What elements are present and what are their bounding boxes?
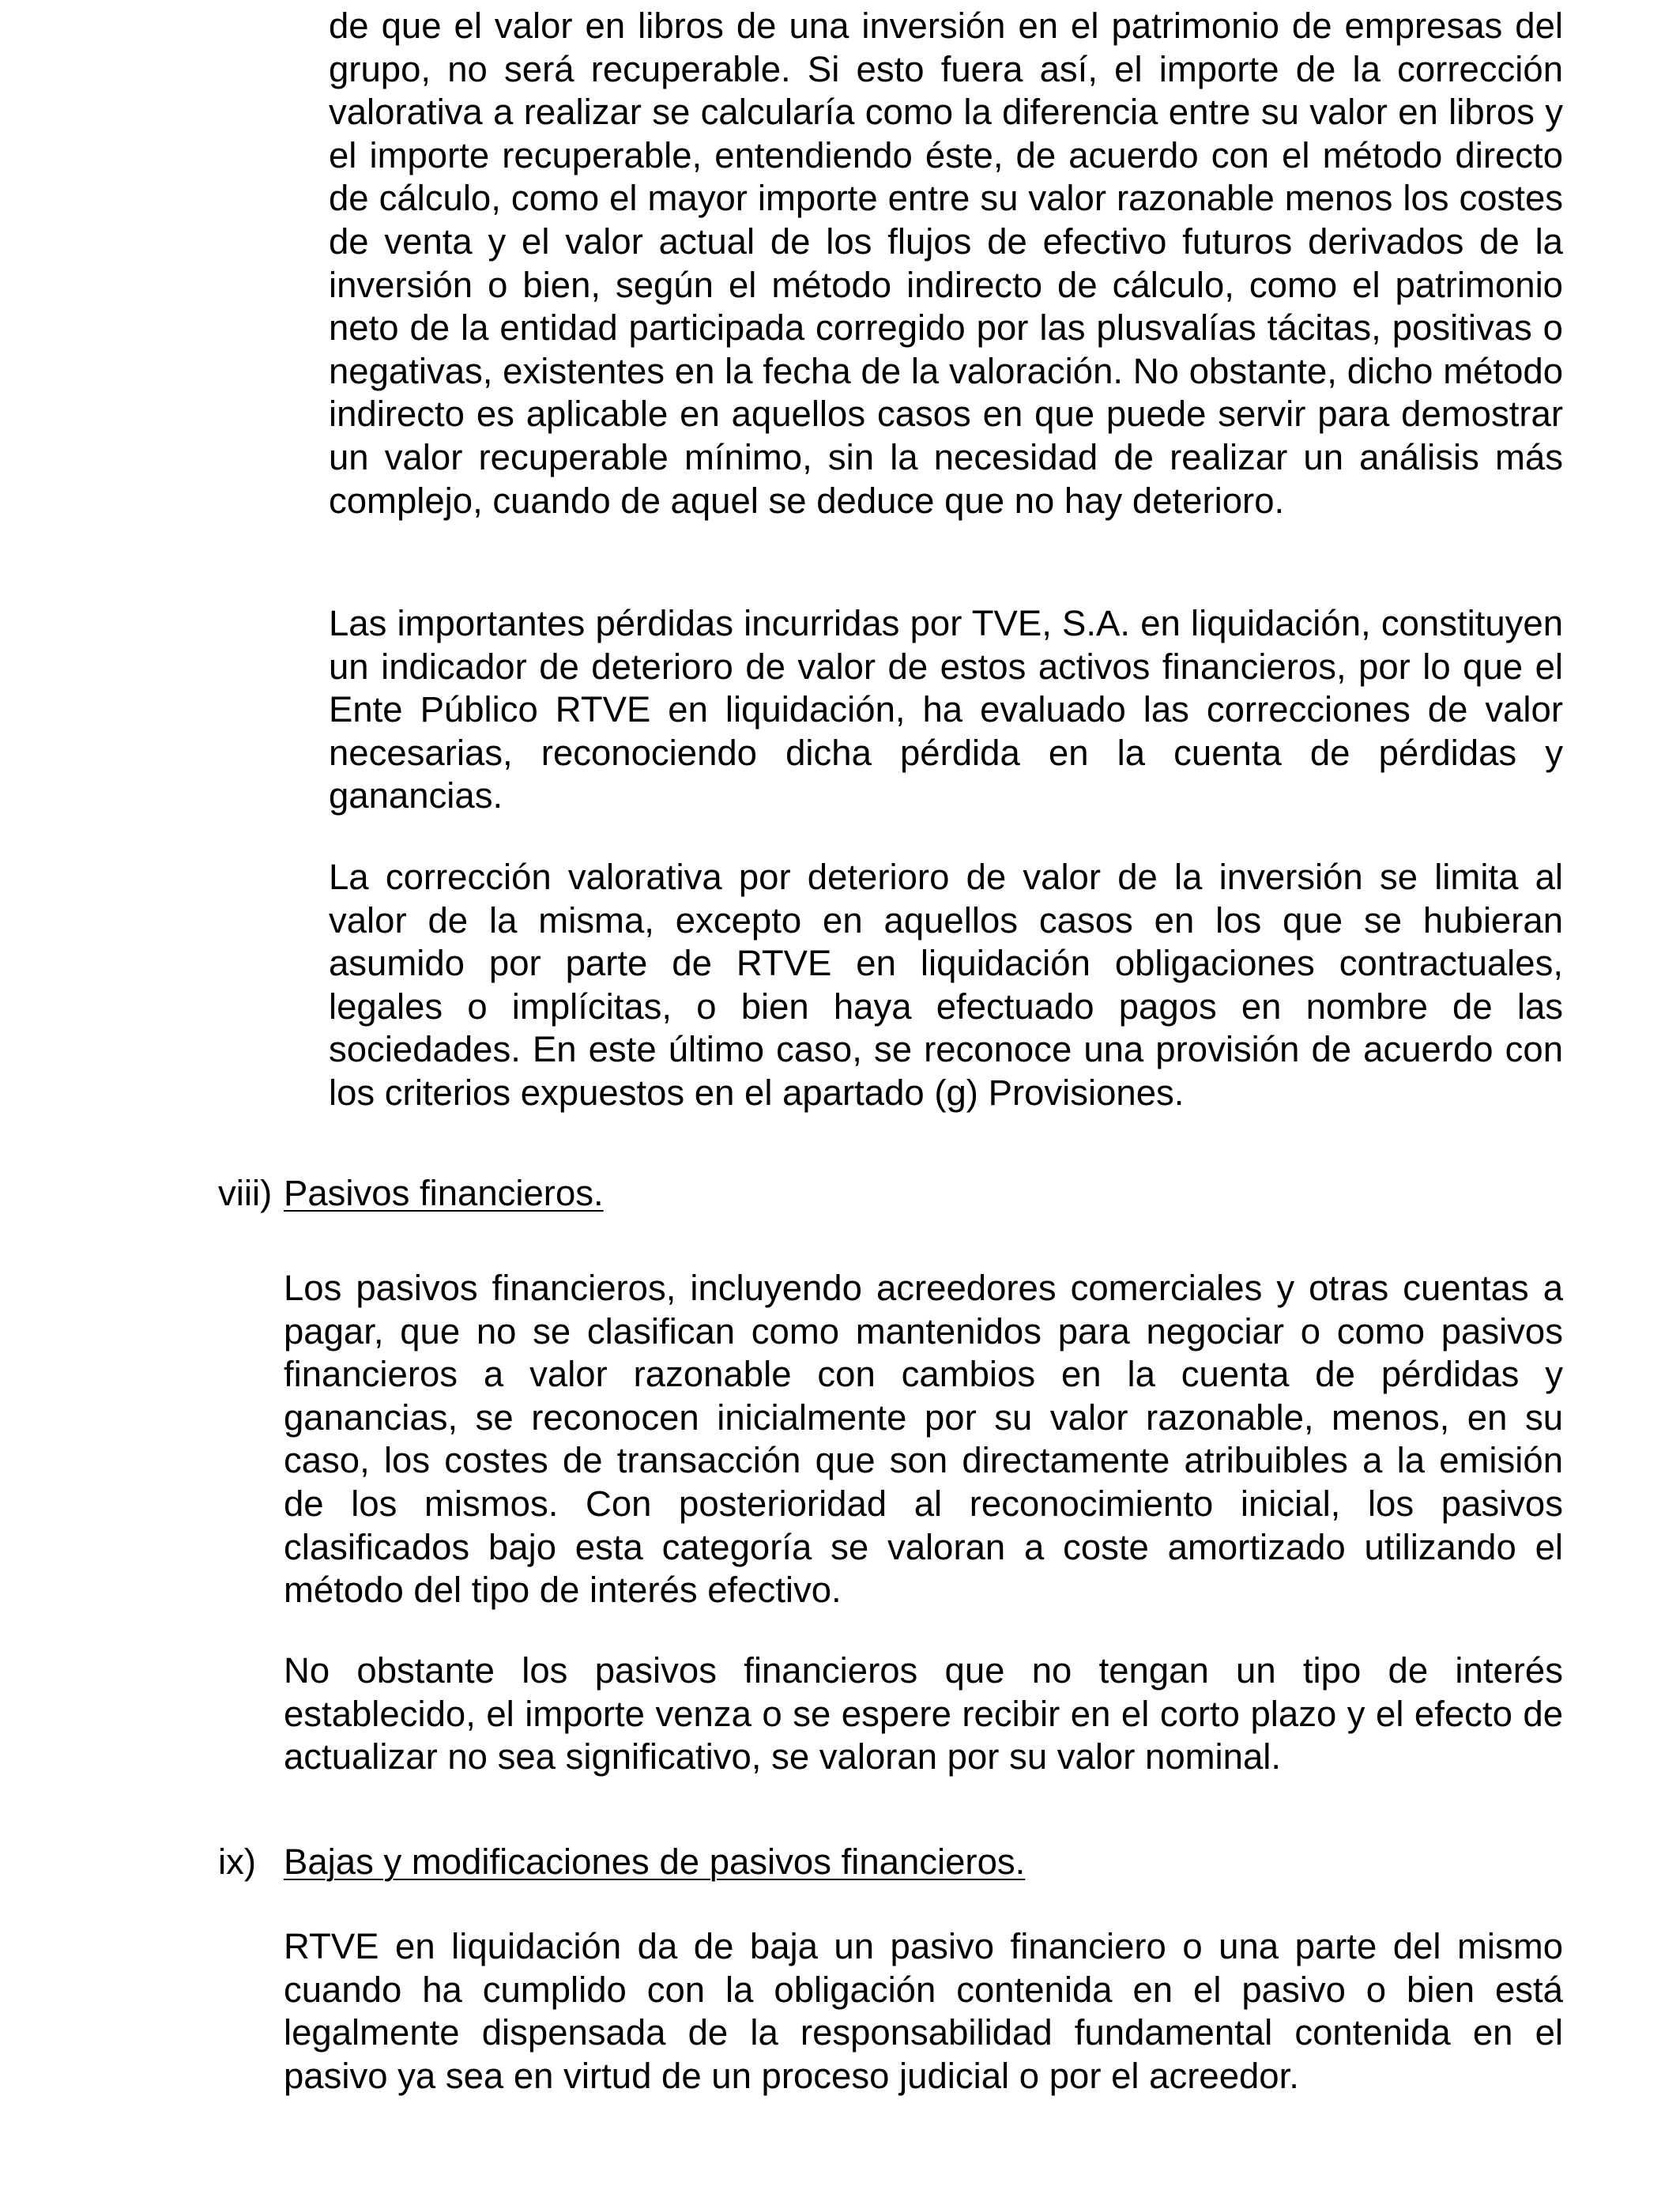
section-heading-viii <box>218 1172 850 1216</box>
section-title-viii: Pasivos financieros. <box>284 1173 604 1213</box>
paragraph-financial-liabilities-nominal: No obstante los pasivos financieros que no tengan un tipo de interés establecido, el importe venza o se espere recibir en el corto plazo y el efecto de actualizar no sea significativo, se valoran por su valor nominal. <box>284 1650 1563 1777</box>
section-title-ix: Bajas y modificaciones de pasivos financieros. <box>284 1842 1026 1882</box>
paragraph-financial-liabilities-recognition: Los pasivos financieros, incluyendo acreedores comerciales y otras cuentas a pagar, que no se clasifican como mantenidos para negociar o como pasivos financieros a valor razonable con cambios en la cuenta de pérdidas y ganancias, se reconocen inicialmente por su valor razonable, menos, en su caso, los costes de transacción que son directamente atribuibles a la emisión de los mismos. Con posterioridad al reconocimiento inicial, los pasivos clasificados bajo esta categoría se valoran a coste amortizado utilizando el método del tipo de interés efectivo. <box>284 1268 1563 1611</box>
paragraph-derecognition: RTVE en liquidación da de baja un pasivo financiero o una parte del mismo cuando ha cumplido con la obligación contenida en el pasivo o bien está legalmente dispensada de la responsabilidad fundamental contenida en el pasivo ya sea en virtud de un proceso judicial o por el acreedor. <box>284 1926 1563 2096</box>
paragraph-impairment-limit: La corrección valorativa por deterioro de valor de la inversión se limita al valor de la misma, excepto en aquellos casos en los que se hubieran asumido por parte de RTVE en liquidación obligaciones contractuales, legales o implícitas, o bien haya efectuado pagos en nombre de las sociedades. En este último caso, se reconoce una provisión de acuerdo con los criterios expuestos en el apartado (g) Provisiones. <box>329 857 1563 1113</box>
paragraph-tve-losses: Las importantes pérdidas incurridas por TVE, S.A. en liquidación, constituyen un indicador de deterioro de valor de estos activos financieros, por lo que el Ente Público RTVE en liquidación, ha evaluado las correcciones de valor necesarias, reconociendo dicha pérdida en la cuenta de pérdidas y ganancias. <box>329 603 1563 816</box>
paragraph-impairment-calculation: de que el valor en libros de una inversión en el patrimonio de empresas del grupo, no será recuperable. Si esto fuera así, el importe de la corrección valorativa a realizar se calcularía como la diferencia entre su valor en libros y el importe recuperable, entendiendo éste, de acuerdo con el método directo de cálculo, como el mayor importe entre su valor razonable menos los costes de venta y el valor actual de los flujos de efectivo futuros derivados de la inversión o bien, según el método indirecto de cálculo, como el patrimonio neto de la entidad participada corregido por las plusvalías tácitas, positivas o negativas, existentes en la fecha de la valoración. No obstante, dicho método indirecto es aplicable en aquellos casos en que puede servir para demostrar un valor recuperable mínimo, sin la necesidad de realizar un análisis más complejo, cuando de aquel se deduce que no hay deterioro. <box>329 6 1563 521</box>
section-number-viii: viii) <box>218 1173 273 1213</box>
section-number-ix: ix) <box>218 1842 257 1882</box>
section-heading-ix <box>218 1841 1166 1885</box>
